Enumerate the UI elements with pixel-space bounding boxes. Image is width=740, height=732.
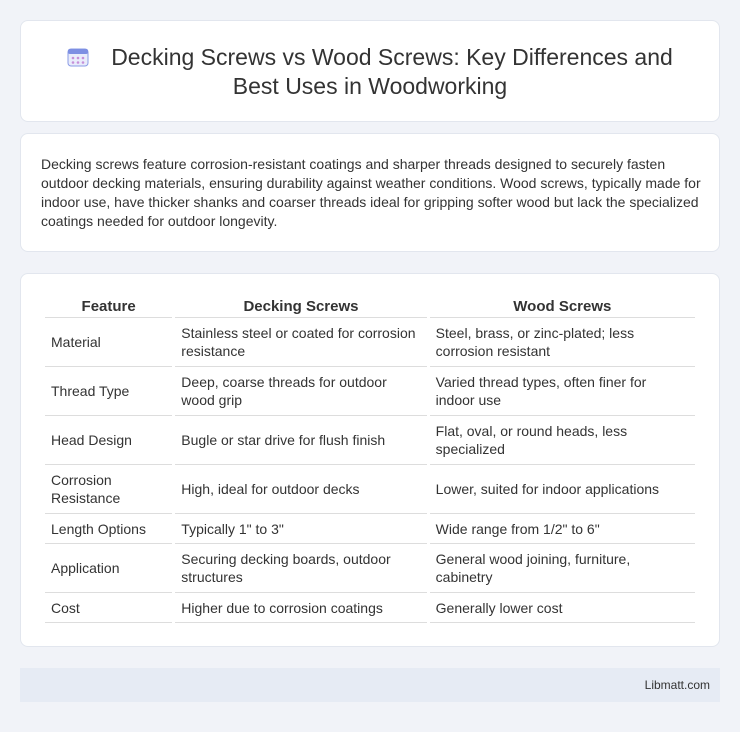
- table-cell-decking: Bugle or star drive for flush finish: [175, 416, 426, 465]
- footer: [20, 668, 720, 702]
- comparison-card: [20, 273, 720, 647]
- table-cell-decking: Typically 1" to 3": [175, 514, 426, 544]
- table-cell-decking: Stainless steel or coated for corrosion resistance: [175, 318, 426, 367]
- table-cell-decking: High, ideal for outdoor decks: [175, 465, 426, 514]
- table-cell-feature: Cost: [45, 593, 172, 623]
- table-row: [45, 367, 695, 416]
- calendar-icon: [67, 47, 89, 67]
- page-title: Decking Screws vs Wood Screws: Key Differences and Best Uses in Woodworking: [111, 44, 673, 99]
- table-cell-decking: Securing decking boards, outdoor structures: [175, 544, 426, 593]
- column-header-decking-screws: Decking Screws: [175, 296, 426, 318]
- table-row: [45, 416, 695, 465]
- table-cell-feature: Corrosion Resistance: [45, 465, 172, 514]
- column-header-feature: Feature: [45, 296, 172, 318]
- table-cell-wood: Wide range from 1/2" to 6": [430, 514, 695, 544]
- table-row: [45, 465, 695, 514]
- intro-card: [20, 133, 720, 252]
- table-cell-decking: Higher due to corrosion coatings: [175, 593, 426, 623]
- table-row: [45, 593, 695, 623]
- column-header-wood-screws: Wood Screws: [430, 296, 695, 318]
- table-row: [45, 514, 695, 544]
- table-cell-feature: Material: [45, 318, 172, 367]
- table-header-row: [45, 296, 695, 318]
- comparison-table: [42, 296, 698, 623]
- table-cell-wood: Generally lower cost: [430, 593, 695, 623]
- table-cell-wood: General wood joining, furniture, cabinetry: [430, 544, 695, 593]
- table-cell-decking: Deep, coarse threads for outdoor wood grip: [175, 367, 426, 416]
- table-cell-feature: Application: [45, 544, 172, 593]
- table-row: [45, 544, 695, 593]
- table-cell-wood: Steel, brass, or zinc-plated; less corrosion resistant: [430, 318, 695, 367]
- intro-paragraph: Decking screws feature corrosion-resistant coatings and sharper threads designed to securely fasten outdoor decking materials, ensuring durability against weather conditions. Wood screws, typically made for indoor use, have thicker shanks and coarser threads ideal for gripping softer wood but lack the specialized coatings needed for outdoor longevity.: [41, 156, 701, 229]
- title-card: [20, 20, 720, 122]
- footer-source: Libmatt.com: [644, 678, 710, 692]
- table-cell-wood: Varied thread types, often finer for indoor use: [430, 367, 695, 416]
- table-cell-wood: Flat, oval, or round heads, less specialized: [430, 416, 695, 465]
- table-cell-feature: Thread Type: [45, 367, 172, 416]
- table-cell-feature: Length Options: [45, 514, 172, 544]
- table-row: [45, 318, 695, 367]
- table-cell-wood: Lower, suited for indoor applications: [430, 465, 695, 514]
- table-cell-feature: Head Design: [45, 416, 172, 465]
- page-title-wrap: [21, 43, 719, 101]
